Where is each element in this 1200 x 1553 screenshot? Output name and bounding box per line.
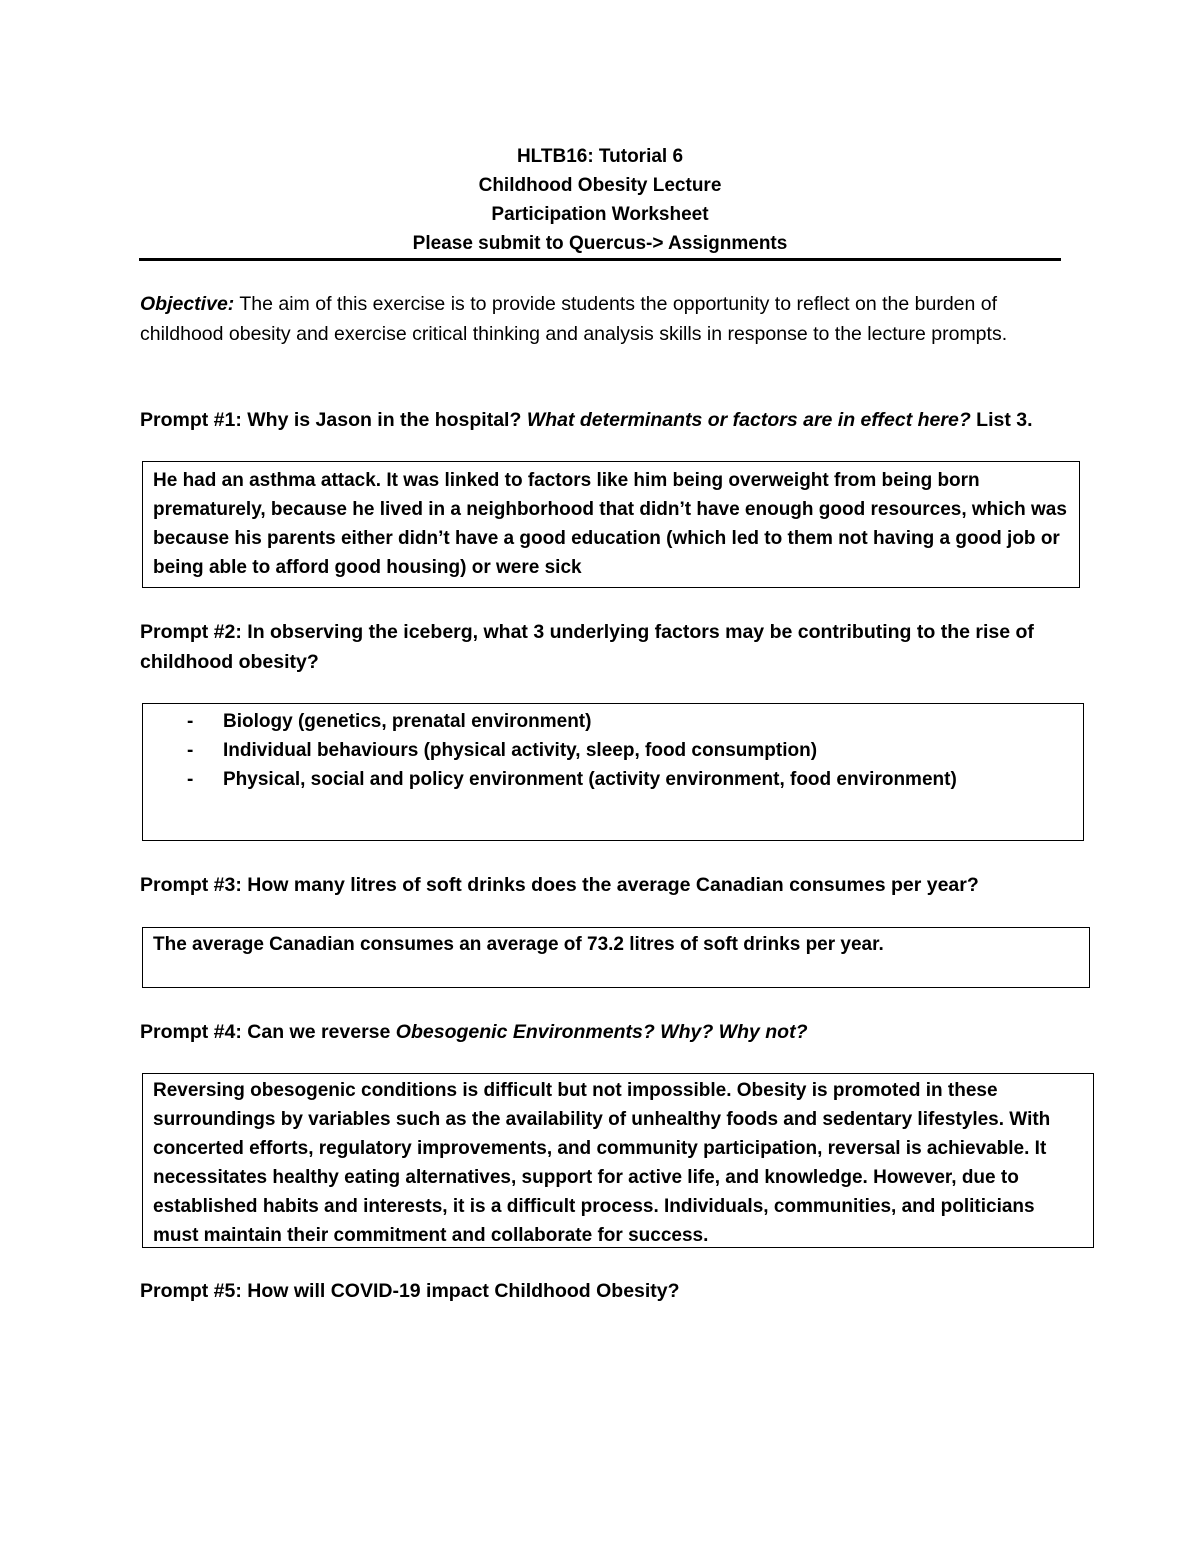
prompt-1-italic: What determinants or factors are in effect here? xyxy=(526,409,971,431)
prompt-2-question xyxy=(140,617,1080,677)
prompt-2-answer-list xyxy=(153,707,1073,794)
prompt-3-answer: The average Canadian consumes an average of 73.2 litres of soft drinks per year. xyxy=(153,934,884,955)
prompt-1-label: Prompt #1: xyxy=(140,409,242,431)
course-title: HLTB16: Tutorial 6 xyxy=(516,146,684,167)
prompt-4-italic: Obesogenic Environments? Why? Why not? xyxy=(395,1021,808,1043)
prompt-3-question xyxy=(140,870,1100,900)
prompt-1-answer-box xyxy=(142,461,1080,588)
list-item xyxy=(153,736,1073,765)
header-divider xyxy=(139,258,1061,261)
list-item-text: Biology (genetics, prenatal environment) xyxy=(223,711,592,732)
prompt-1-answer: He had an asthma attack. It was linked to factors like him being overweight from being born prematurely, because he lived in a neighborhood that didn’t have enough good resources, which was because his parents either didn’t have a good education (which led to them not having a good job or being able to afford good housing) or were sick xyxy=(153,470,1067,578)
prompt-3-text: How many litres of soft drinks does the average Canadian consumes per year? xyxy=(241,874,979,896)
prompt-1-tail: List 3. xyxy=(970,409,1033,431)
list-item xyxy=(153,707,1073,736)
prompt-3-label: Prompt #3: xyxy=(140,874,242,896)
prompt-5-label: Prompt #5: xyxy=(140,1280,242,1302)
prompt-4-answer: Reversing obesogenic conditions is difficult but not impossible. Obesity is promoted in these surroundings by variables such as the availability of unhealthy foods and sedentary lifestyles. With concerted efforts, regulatory improvements, and community participation, reversal is achievable. It necessitates healthy eating alternatives, support for active life, and knowledge. However, due to established habits and interests, it is a difficult process. Individuals, communities, and politicians must maintain their commitment and collaborate for success. xyxy=(153,1080,1051,1246)
prompt-4-question xyxy=(140,1017,1100,1047)
list-item-text: Physical, social and policy environment (activity environment, food environment) xyxy=(223,769,957,790)
list-item xyxy=(153,765,1073,794)
prompt-2-answer-box xyxy=(142,703,1084,841)
submission-instruction: Please submit to Quercus-> Assignments xyxy=(412,233,788,254)
objective-paragraph xyxy=(140,289,1060,349)
list-dash: - xyxy=(187,769,194,790)
worksheet-title: Participation Worksheet xyxy=(491,204,709,225)
prompt-1-question xyxy=(140,405,1100,435)
lecture-title: Childhood Obesity Lecture xyxy=(478,175,722,196)
list-dash: - xyxy=(187,711,194,732)
objective-label: Objective: xyxy=(140,293,235,315)
list-dash: - xyxy=(187,740,194,761)
prompt-5-question xyxy=(140,1276,1100,1306)
prompt-4-label: Prompt #4: xyxy=(140,1021,242,1043)
prompt-3-answer-box xyxy=(142,927,1090,988)
list-item-text: Individual behaviours (physical activity, sleep, food consumption) xyxy=(223,740,818,761)
prompt-4-text: Can we reverse xyxy=(241,1021,396,1043)
objective-text: The aim of this exercise is to provide students the opportunity to reflect on the burden of childhood obesity and exercise critical thinking and analysis skills in response to the lecture prompts. xyxy=(140,293,1008,345)
prompt-1-text: Why is Jason in the hospital? xyxy=(241,409,527,431)
worksheet-header xyxy=(140,142,1060,258)
prompt-2-text: In observing the iceberg, what 3 underlying factors may be contributing to the rise of childhood obesity? xyxy=(140,621,1034,673)
prompt-4-answer-box xyxy=(142,1073,1094,1248)
prompt-5-text: How will COVID-19 impact Childhood Obesity? xyxy=(241,1280,680,1302)
prompt-2-label: Prompt #2: xyxy=(140,621,242,643)
